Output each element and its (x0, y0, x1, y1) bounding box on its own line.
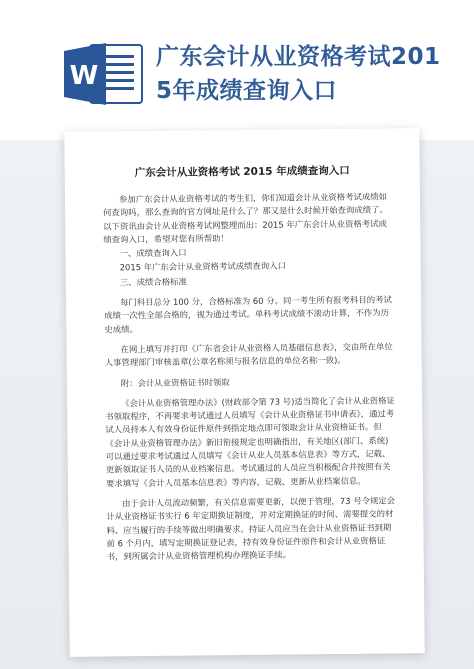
paragraph-standard: 每门科目总分 100 分，合格标准为 60 分。同一考生所有报考科目的考试成绩一次性全部合格的，视为通过考试。单科考试成绩不滚动计算，不作为历史成绩。 (104, 294, 392, 335)
paragraph-appendix: 附：会计从业资格证书时领取 (120, 376, 230, 388)
title-line-1: 广东会计从业资格考试201 (156, 44, 441, 70)
page-title (156, 40, 456, 108)
paragraph-entry-link: 2015 年广东会计从业资格考试成绩查询入口 (119, 261, 287, 273)
word-icon-letter: W (69, 61, 99, 91)
document-page (64, 128, 424, 657)
paragraph-intro: 参加广东会计从业资格考试的考生们，你们知道会计从业资格考试成绩如何查询吗，那么查询的官方网址是什么了？那又是什么时候开始查询成绩了。以下资讯由会计从业资格考试网整理而出：2015 年广东会计从业资格考试成绩查询入口，希望对您有所帮助！ (103, 191, 388, 245)
paragraph-heading-1: 一、成绩查询入口 (119, 247, 187, 259)
paragraph-heading-3: 三、成绩合格标准 (119, 276, 187, 288)
paragraph-renewal: 由于会计人员流动频繁，有关信息需要更新，以便于管理，73 号令规定会计从业资格证书实行 6 年定期换证制度，并对定期换证的时间、需要提交的材料、应当履行的手续等做出明确要求。持证人员应当在会计从业资格证书到期前 6 个月内，填写定期换证登记表，持有效身份证件原件和会计从业资格证书，到所属会计从业资格管理机构办理换证手续。 (106, 495, 396, 562)
document-title: 广东会计从业资格考试 2015 年成绩查询入口 (134, 164, 350, 180)
paragraph-print-form: 在网上填写并打印《广东省会计从业资格人员基础信息表》，交由所在单位人事管理部门审核盖章(公章名称须与报名信息的单位名称一致)。 (104, 341, 393, 368)
word-document-icon (62, 41, 146, 107)
header-banner (0, 0, 474, 140)
title-line-2: 5年成绩查询入口 (156, 78, 338, 104)
paragraph-regulation: 《会计从业资格管理办法》(财政部令第 73 号)适当简化了会计从业资格证书领取程序，不再要求考试通过人员填写《会计从业资格证书申请表》，通过考试人员持本人有效身份证件原件到指定地点即可领取会计从业资格证书。但《会计从业资格管理办法》新旧衔接规定也明确指出，有关地区(部门、系统)可以通过要求考试通过人员填写《会计从业人员基本信息表》等方式，记载、更新领取证书人员的从业档案信息。考试通过的人员应当积极配合并按照有关要求填写《会计人员基本信息表》等内容，记载、更新从业档案信息。 (105, 395, 395, 489)
document-body (103, 190, 397, 564)
